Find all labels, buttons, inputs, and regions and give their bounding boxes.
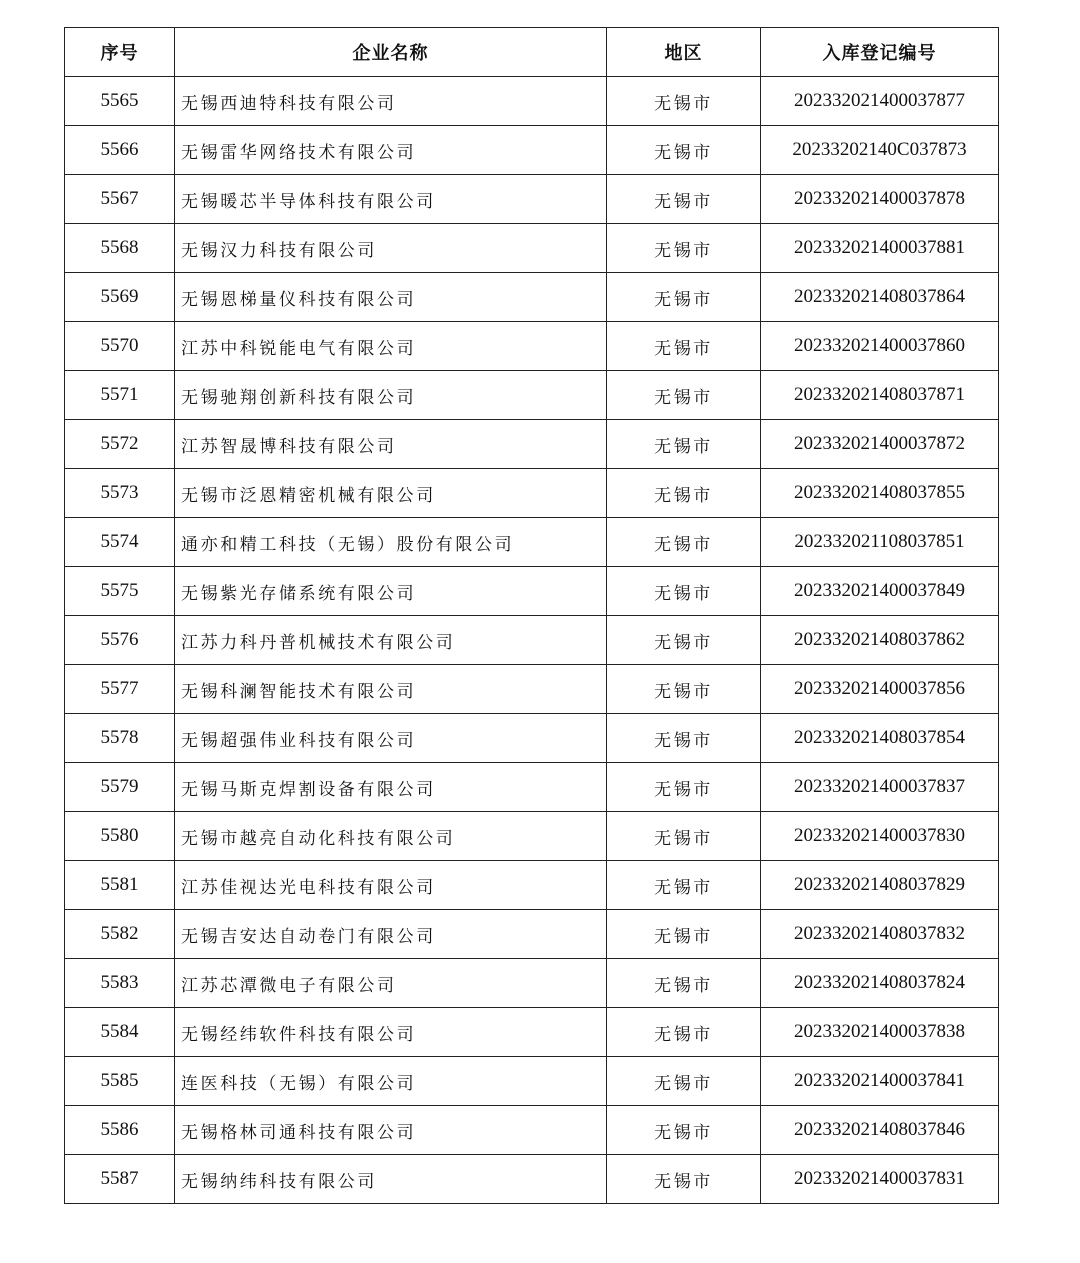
serial-number-cell: 5569 [65, 273, 175, 322]
table-header [65, 28, 999, 77]
registration-code-cell: 202332021400037838 [761, 1008, 999, 1057]
registration-code-cell: 202332021408037846 [761, 1106, 999, 1155]
registration-code-cell: 202332021400037831 [761, 1155, 999, 1204]
company-name-cell: 无锡雷华网络技术有限公司 [175, 126, 607, 175]
region-cell: 无锡市 [607, 322, 761, 371]
serial-number-cell: 5573 [65, 469, 175, 518]
serial-number-cell: 5587 [65, 1155, 175, 1204]
registration-code-cell: 202332021400037830 [761, 812, 999, 861]
region-cell: 无锡市 [607, 1057, 761, 1106]
table-row [65, 1057, 999, 1106]
table-row [65, 567, 999, 616]
table-row [65, 861, 999, 910]
company-name-cell: 连医科技（无锡）有限公司 [175, 1057, 607, 1106]
region-cell: 无锡市 [607, 224, 761, 273]
serial-number-cell: 5585 [65, 1057, 175, 1106]
header-serial-number: 序号 [65, 28, 175, 77]
table-row [65, 1155, 999, 1204]
company-name-cell: 无锡驰翔创新科技有限公司 [175, 371, 607, 420]
table-row [65, 812, 999, 861]
company-name-cell: 无锡西迪特科技有限公司 [175, 77, 607, 126]
company-name-cell: 江苏智晟博科技有限公司 [175, 420, 607, 469]
serial-number-cell: 5584 [65, 1008, 175, 1057]
region-cell: 无锡市 [607, 273, 761, 322]
serial-number-cell: 5577 [65, 665, 175, 714]
header-region: 地区 [607, 28, 761, 77]
region-cell: 无锡市 [607, 763, 761, 812]
company-name-cell: 无锡马斯克焊割设备有限公司 [175, 763, 607, 812]
table-row [65, 371, 999, 420]
region-cell: 无锡市 [607, 567, 761, 616]
registration-code-cell: 202332021400037860 [761, 322, 999, 371]
company-name-cell: 江苏芯潭微电子有限公司 [175, 959, 607, 1008]
serial-number-cell: 5582 [65, 910, 175, 959]
company-name-cell: 无锡超强伟业科技有限公司 [175, 714, 607, 763]
table-row [65, 1008, 999, 1057]
region-cell: 无锡市 [607, 910, 761, 959]
table-row [65, 469, 999, 518]
registration-code-cell: 202332021400037849 [761, 567, 999, 616]
company-name-cell: 无锡恩梯量仪科技有限公司 [175, 273, 607, 322]
region-cell: 无锡市 [607, 665, 761, 714]
company-name-cell: 无锡汉力科技有限公司 [175, 224, 607, 273]
header-row [65, 28, 999, 77]
serial-number-cell: 5580 [65, 812, 175, 861]
header-company-name: 企业名称 [175, 28, 607, 77]
table-row [65, 1106, 999, 1155]
company-name-cell: 无锡市泛恩精密机械有限公司 [175, 469, 607, 518]
region-cell: 无锡市 [607, 420, 761, 469]
registration-code-cell: 202332021400037878 [761, 175, 999, 224]
serial-number-cell: 5570 [65, 322, 175, 371]
registration-code-cell: 202332021408037862 [761, 616, 999, 665]
serial-number-cell: 5574 [65, 518, 175, 567]
serial-number-cell: 5586 [65, 1106, 175, 1155]
registration-code-cell: 202332021400037837 [761, 763, 999, 812]
region-cell: 无锡市 [607, 959, 761, 1008]
enterprise-registry-table [64, 27, 999, 1204]
company-name-cell: 无锡纳纬科技有限公司 [175, 1155, 607, 1204]
registration-code-cell: 202332021400037841 [761, 1057, 999, 1106]
registration-code-cell: 202332021408037829 [761, 861, 999, 910]
region-cell: 无锡市 [607, 1008, 761, 1057]
serial-number-cell: 5583 [65, 959, 175, 1008]
table-row [65, 273, 999, 322]
table-row [65, 420, 999, 469]
serial-number-cell: 5565 [65, 77, 175, 126]
company-name-cell: 无锡吉安达自动卷门有限公司 [175, 910, 607, 959]
company-name-cell: 无锡格林司通科技有限公司 [175, 1106, 607, 1155]
region-cell: 无锡市 [607, 126, 761, 175]
company-name-cell: 无锡紫光存储系统有限公司 [175, 567, 607, 616]
registration-code-cell: 202332021108037851 [761, 518, 999, 567]
registration-code-cell: 202332021408037855 [761, 469, 999, 518]
table-row [65, 763, 999, 812]
company-name-cell: 江苏中科锐能电气有限公司 [175, 322, 607, 371]
table-body [65, 77, 999, 1204]
region-cell: 无锡市 [607, 1155, 761, 1204]
company-name-cell: 通亦和精工科技（无锡）股份有限公司 [175, 518, 607, 567]
region-cell: 无锡市 [607, 175, 761, 224]
serial-number-cell: 5571 [65, 371, 175, 420]
table-row [65, 959, 999, 1008]
company-name-cell: 无锡市越亮自动化科技有限公司 [175, 812, 607, 861]
table-row [65, 77, 999, 126]
serial-number-cell: 5568 [65, 224, 175, 273]
company-name-cell: 江苏佳视达光电科技有限公司 [175, 861, 607, 910]
company-name-cell: 无锡暖芯半导体科技有限公司 [175, 175, 607, 224]
registration-code-cell: 202332021408037854 [761, 714, 999, 763]
region-cell: 无锡市 [607, 861, 761, 910]
region-cell: 无锡市 [607, 812, 761, 861]
company-name-cell: 江苏力科丹普机械技术有限公司 [175, 616, 607, 665]
table-row [65, 126, 999, 175]
company-name-cell: 无锡经纬软件科技有限公司 [175, 1008, 607, 1057]
serial-number-cell: 5567 [65, 175, 175, 224]
region-cell: 无锡市 [607, 616, 761, 665]
registration-code-cell: 202332021408037824 [761, 959, 999, 1008]
table-row [65, 175, 999, 224]
registration-code-cell: 202332021408037832 [761, 910, 999, 959]
serial-number-cell: 5575 [65, 567, 175, 616]
table-row [65, 518, 999, 567]
region-cell: 无锡市 [607, 469, 761, 518]
serial-number-cell: 5578 [65, 714, 175, 763]
region-cell: 无锡市 [607, 714, 761, 763]
registration-code-cell: 202332021400037872 [761, 420, 999, 469]
registration-code-cell: 202332021408037871 [761, 371, 999, 420]
region-cell: 无锡市 [607, 371, 761, 420]
serial-number-cell: 5576 [65, 616, 175, 665]
serial-number-cell: 5581 [65, 861, 175, 910]
company-name-cell: 无锡科澜智能技术有限公司 [175, 665, 607, 714]
table-row [65, 322, 999, 371]
table-row [65, 714, 999, 763]
serial-number-cell: 5572 [65, 420, 175, 469]
region-cell: 无锡市 [607, 1106, 761, 1155]
serial-number-cell: 5579 [65, 763, 175, 812]
table-row [65, 665, 999, 714]
registration-code-cell: 202332021408037864 [761, 273, 999, 322]
registration-code-cell: 202332021400037856 [761, 665, 999, 714]
header-registration-code: 入库登记编号 [761, 28, 999, 77]
region-cell: 无锡市 [607, 77, 761, 126]
table-row [65, 224, 999, 273]
serial-number-cell: 5566 [65, 126, 175, 175]
table-row [65, 910, 999, 959]
registration-code-cell: 20233202140C037873 [761, 126, 999, 175]
table-row [65, 616, 999, 665]
registration-code-cell: 202332021400037881 [761, 224, 999, 273]
region-cell: 无锡市 [607, 518, 761, 567]
registration-code-cell: 20233202140003787​7 [761, 77, 999, 126]
